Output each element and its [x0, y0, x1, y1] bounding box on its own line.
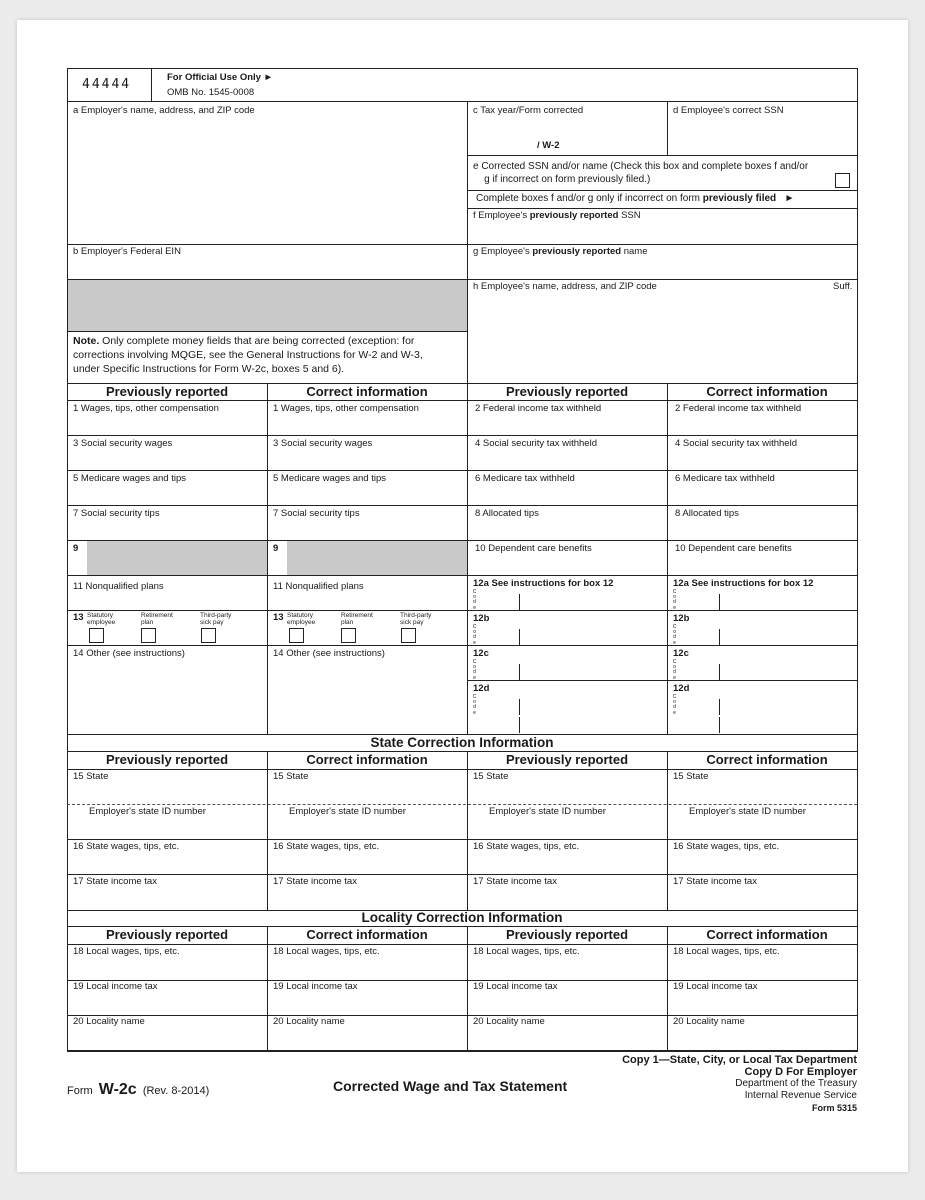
code-label: C o d e	[672, 624, 677, 646]
box-17-col2: 17 State income tax	[273, 876, 357, 887]
box-a-label: a Employer's name, address, and ZIP code	[73, 105, 255, 116]
header-correct-2: Correct information	[706, 384, 828, 399]
box-d-label: d Employee's correct SSN	[673, 105, 784, 116]
box-18-col4: 18 Local wages, tips, etc.	[673, 946, 780, 957]
box-g-label: g Employee's previously reported name	[473, 246, 648, 257]
code-label: C o d e	[472, 659, 477, 681]
complete-boxes-note: Complete boxes f and/or g only if incorrect on form previously filed ►	[476, 193, 795, 204]
box-12b-correct: 12b	[673, 613, 690, 624]
box-20-col3: 20 Locality name	[473, 1016, 545, 1027]
box-11-correct: 11 Nonqualified plans	[273, 581, 364, 592]
code-label: C o d e	[472, 694, 477, 716]
box-3-prev: 3 Social security wages	[73, 438, 173, 449]
box-8-prev: 8 Allocated tips	[475, 508, 539, 519]
header-prev-3: Previously reported	[105, 752, 229, 767]
box-12c-prev: 12c	[473, 648, 489, 659]
box-6-correct: 6 Medicare tax withheld	[675, 473, 775, 484]
box-2-correct: 2 Federal income tax withheld	[675, 403, 802, 414]
form-number: 44444	[82, 77, 132, 92]
box-c-label: c Tax year/Form corrected	[473, 105, 584, 116]
form-id: Form W-2c (Rev. 8-2014)	[67, 1081, 210, 1098]
box-15-col1: 15 State	[73, 771, 109, 782]
header-prev-5: Previously reported	[105, 927, 229, 942]
box-15-col3: 15 State	[473, 771, 509, 782]
box-6-prev: 6 Medicare tax withheld	[475, 473, 575, 484]
box-16-col3: 16 State wages, tips, etc.	[473, 841, 580, 852]
box-17-col3: 17 State income tax	[473, 876, 557, 887]
state-id-col1: Employer's state ID number	[89, 806, 206, 817]
box-18-col2: 18 Local wages, tips, etc.	[273, 946, 380, 957]
shaded-area	[68, 280, 467, 331]
omb-number: OMB No. 1545-0008	[167, 87, 255, 98]
box-15-col4: 15 State	[673, 771, 709, 782]
box-12d-correct: 12d	[673, 683, 690, 694]
thirdparty-checkbox[interactable]	[201, 628, 216, 643]
box-10-prev: 10 Dependent care benefits	[475, 543, 592, 554]
retirement-label: Retirement plan	[341, 612, 373, 626]
form-title: Corrected Wage and Tax Statement	[333, 1078, 568, 1094]
box-8-correct: 8 Allocated tips	[675, 508, 739, 519]
box-18-col3: 18 Local wages, tips, etc.	[473, 946, 580, 957]
irs-label: Internal Revenue Service	[744, 1090, 857, 1101]
box-16-col4: 16 State wages, tips, etc.	[673, 841, 780, 852]
code-label: C o d e	[472, 589, 477, 611]
box-7-prev: 7 Social security tips	[73, 508, 160, 519]
copyd-label: Copy D For Employer	[744, 1066, 857, 1078]
box-4-correct: 4 Social security tax withheld	[675, 438, 797, 449]
box-20-col2: 20 Locality name	[273, 1016, 345, 1027]
code-label: C o d e	[672, 589, 677, 611]
box-13-correct: 13	[273, 612, 284, 623]
box-5-correct: 5 Medicare wages and tips	[273, 473, 387, 484]
box-17-col1: 17 State income tax	[73, 876, 157, 887]
box-14-prev: 14 Other (see instructions)	[73, 648, 185, 659]
copy-info	[622, 1054, 857, 1114]
box-19-col3: 19 Local income tax	[473, 981, 558, 992]
box-19-col1: 19 Local income tax	[73, 981, 158, 992]
statutory-label: Statutory employee	[87, 612, 116, 626]
box-2-prev: 2 Federal income tax withheld	[475, 403, 602, 414]
form-sheet	[17, 20, 908, 1172]
box-4-prev: 4 Social security tax withheld	[475, 438, 597, 449]
box-19-col2: 19 Local income tax	[273, 981, 358, 992]
code-label: C o d e	[672, 659, 677, 681]
box-1-prev: 1 Wages, tips, other compensation	[73, 403, 219, 414]
statutory-checkbox[interactable]	[89, 628, 104, 643]
box-16-col2: 16 State wages, tips, etc.	[273, 841, 380, 852]
statutory-label: Statutory employee	[287, 612, 316, 626]
locality-section-title: Locality Correction Information	[361, 910, 563, 925]
retirement-checkbox[interactable]	[141, 628, 156, 643]
thirdparty-label: Third-party sick pay	[400, 612, 432, 626]
box-12a-prev: 12a See instructions for box 12	[473, 578, 614, 589]
box-b-label: b Employer's Federal EIN	[73, 246, 181, 257]
state-id-col3: Employer's state ID number	[489, 806, 606, 817]
box-16-col1: 16 State wages, tips, etc.	[73, 841, 180, 852]
state-id-col2: Employer's state ID number	[289, 806, 406, 817]
box-7-correct: 7 Social security tips	[273, 508, 360, 519]
box-20-col1: 20 Locality name	[73, 1016, 145, 1027]
box-3-correct: 3 Social security wages	[273, 438, 373, 449]
box-13-prev: 13	[73, 612, 84, 623]
header-prev-6: Previously reported	[505, 927, 629, 942]
box-20-col4: 20 Locality name	[673, 1016, 745, 1027]
box-17-col4: 17 State income tax	[673, 876, 757, 887]
box-12d-prev: 12d	[473, 683, 490, 694]
header-correct-1: Correct information	[306, 384, 428, 399]
box-12c-correct: 12c	[673, 648, 689, 659]
thirdparty-label: Third-party sick pay	[200, 612, 232, 626]
box-12b-prev: 12b	[473, 613, 490, 624]
box-f-label: f Employee's previously reported SSN	[473, 210, 641, 221]
copy1-label: Copy 1—State, City, or Local Tax Department	[622, 1054, 857, 1066]
header-prev-2: Previously reported	[505, 384, 629, 399]
official-use-label: For Official Use Only ►	[167, 72, 274, 83]
box-12a-correct: 12a See instructions for box 12	[673, 578, 814, 589]
box-14-correct: 14 Other (see instructions)	[273, 648, 385, 659]
box-9-correct: 9	[273, 543, 279, 554]
form5315-label: Form 5315	[811, 1103, 857, 1113]
statutory-checkbox[interactable]	[289, 628, 304, 643]
box-15-col2: 15 State	[273, 771, 309, 782]
box-h-label: h Employee's name, address, and ZIP code	[473, 281, 657, 292]
retirement-label: Retirement plan	[141, 612, 173, 626]
state-id-col4: Employer's state ID number	[689, 806, 806, 817]
box-1-correct: 1 Wages, tips, other compensation	[273, 403, 419, 414]
header-correct-3: Correct information	[306, 752, 428, 767]
header-correct-4: Correct information	[706, 752, 828, 767]
header-correct-6: Correct information	[706, 927, 828, 942]
header-prev-4: Previously reported	[505, 752, 629, 767]
box-e-checkbox[interactable]	[835, 173, 850, 188]
note-text: Note. Only complete money fields that are being corrected (exception: for corrections involving MQGE, see the General Instructions for W-2 and W-3, under Specific Instructions for Form W-2c, boxes 5 and 6).	[73, 335, 423, 375]
box-e-label: e Corrected SSN and/or name (Check this box and complete boxes f and/or g if incorrect on form previously filed.)	[473, 161, 809, 185]
dept-label: Department of the Treasury	[735, 1078, 857, 1089]
box-9-prev: 9	[73, 543, 79, 554]
box-11-prev: 11 Nonqualified plans	[73, 581, 164, 592]
box-c-value: / W-2	[537, 140, 560, 151]
code-label: C o d e	[672, 694, 677, 716]
box-19-col4: 19 Local income tax	[673, 981, 758, 992]
code-label: C o d e	[472, 624, 477, 646]
box-10-correct: 10 Dependent care benefits	[675, 543, 792, 554]
thirdparty-checkbox[interactable]	[401, 628, 416, 643]
suffix-label: Suff.	[833, 281, 853, 292]
retirement-checkbox[interactable]	[341, 628, 356, 643]
box-18-col1: 18 Local wages, tips, etc.	[73, 946, 180, 957]
header-correct-5: Correct information	[306, 927, 428, 942]
header-prev-1: Previously reported	[105, 384, 229, 399]
state-section-title: State Correction Information	[370, 735, 554, 750]
box-5-prev: 5 Medicare wages and tips	[73, 473, 187, 484]
